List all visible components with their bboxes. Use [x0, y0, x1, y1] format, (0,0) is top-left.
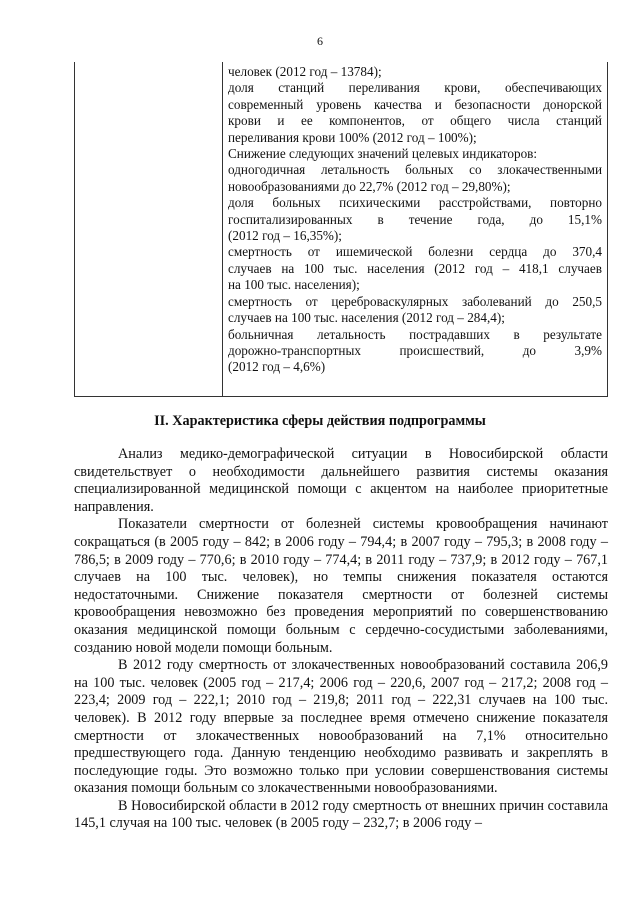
section-body: [74, 446, 608, 833]
table-line: крови и ее компонентов, от общего числа станций: [228, 113, 602, 129]
table-line: человек (2012 год – 13784);: [228, 64, 382, 79]
table-column-divider: [222, 62, 223, 396]
table-line: (2012 год – 4,6%): [228, 359, 326, 375]
table-line: современный уровень качества и безопасности донорской: [228, 96, 602, 112]
table-line: случаев на 100 тыс. населения (2012 год – 418,1 случаев: [228, 260, 602, 276]
page-number: 6: [317, 34, 323, 48]
table-line: доля больных психическими расстройствами, повторно: [228, 195, 602, 211]
table-line: смертность от цереброваскулярных заболеваний до 250,5: [228, 293, 602, 309]
table-line: на 100 тыс. населения);: [228, 277, 360, 293]
indicators-table: [74, 62, 608, 397]
paragraph: Анализ медико-демографической ситуации в Новосибирской области свидетельствует о необходимости дальнейшего развития системы оказания специализированной медицинской помощи с акцентом на наиболее приоритетные направления.: [74, 446, 608, 515]
table-line: случаев на 100 тыс. населения (2012 год – 284,4);: [228, 310, 505, 326]
table-line: новообразованиями до 22,7% (2012 год – 29,80%);: [228, 178, 511, 194]
paragraph: Показатели смертности от болезней системы кровообращения начинают сокращаться (в 2005 году – 842; в 2006 году – 794,4; в 2007 году – 795,3; в 2008 году – 786,5; в 2009 году – 770,6; в 2010 году – 774,4; в 2011 году – 737,9; в 2012 году – 767,1 случаев на 100 тыс. человек), но темпы снижения показателя остаются недостаточными. Снижение показателя смертности от болезней системы кровообращения невозможно без проведения мероприятий по совершенствованию оказания медицинской помощи больным с сердечно-сосудистыми заболеваниями, созданию новой модели помощи больным.: [74, 516, 608, 656]
section-heading: II. Характеристика сферы действия подпрограммы: [154, 413, 486, 429]
table-line: Снижение следующих значений целевых индикаторов:: [228, 146, 538, 162]
table-cell-indicators: [228, 64, 602, 376]
table-line: переливания крови 100% (2012 год – 100%);: [228, 129, 477, 145]
table-line: (2012 год – 16,35%);: [228, 228, 342, 244]
table-line: смертность от ишемической болезни сердца до 370,4: [228, 244, 602, 260]
table-line: одногодичная летальность больных со злокачественными: [228, 162, 602, 178]
table-line: госпитализированных в течение года, до 15,1%: [228, 211, 602, 227]
table-line: дорожно-транспортных происшествий, до 3,9%: [228, 342, 602, 358]
table-line: больничная летальность пострадавших в результате: [228, 326, 602, 342]
paragraph: В 2012 году смертность от злокачественных новообразований составила 206,9 на 100 тыс. человек (2005 год – 217,4; 2006 год – 220,6, 2007 год – 217,2; 2008 год – 223,4; 2009 год – 222,1; 2010 год – 219,8; 2011 год – 222,31 случаев на 100 тыс. человек). В 2012 году впервые за последнее время отмечено снижение показателя смертности от злокачественных новообразований на 7,1% относительно предшествующего года. Данную тенденцию необходимо развивать и закреплять в последующие годы. Это возможно только при условии совершенствования системы оказания помощи больным со злокачественными новообразованиями.: [74, 657, 608, 797]
paragraph: В Новосибирской области в 2012 году смертность от внешних причин составила 145,1 случая на 100 тыс. человек (в 2005 году – 232,7; в 2006 году –: [74, 797, 608, 832]
table-line: доля станций переливания крови, обеспечивающих: [228, 80, 602, 96]
